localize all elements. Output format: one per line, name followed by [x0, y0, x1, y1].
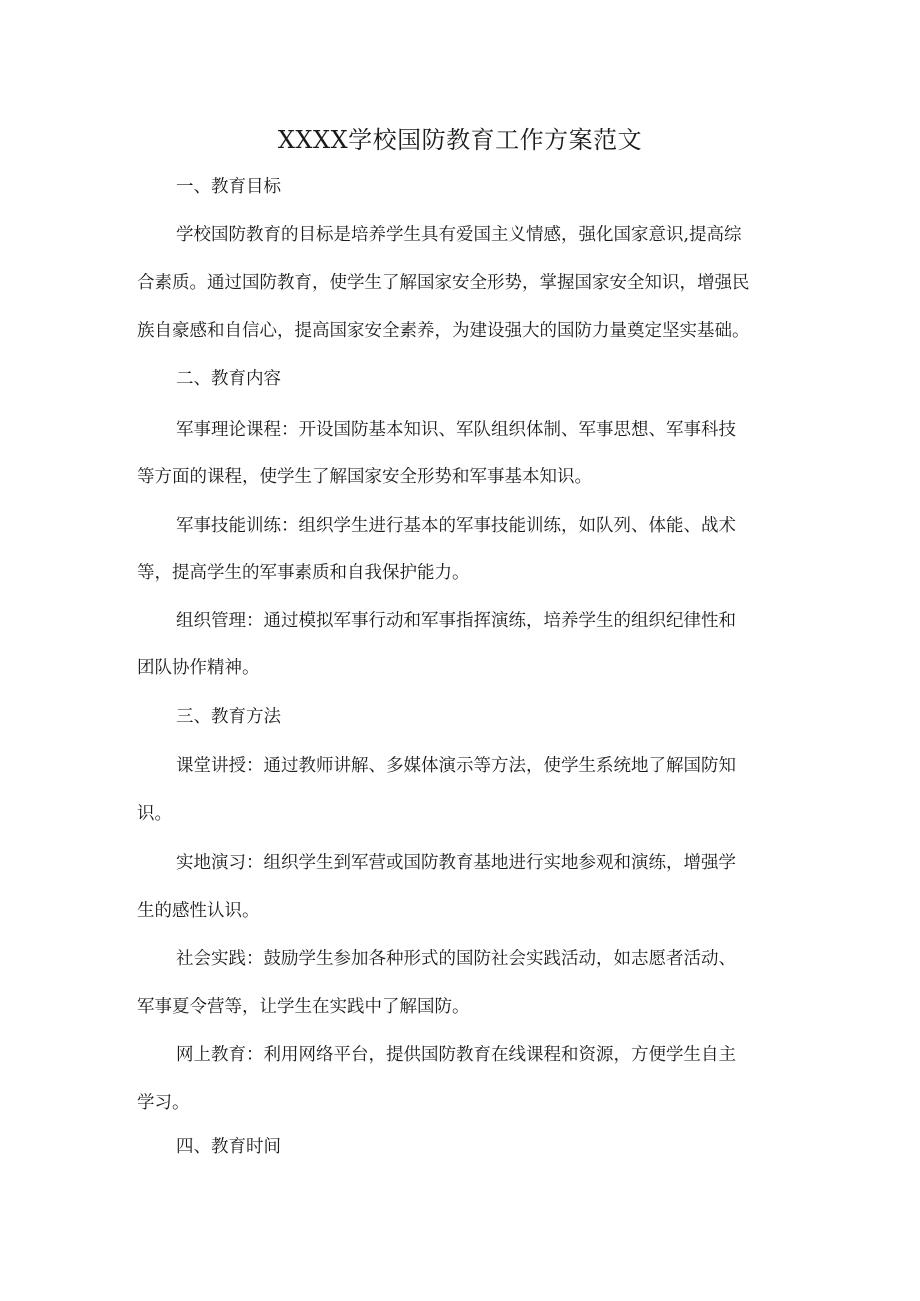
document-title: XXXX学校国防教育工作方案范文 — [277, 126, 643, 154]
paragraph-line: 军事夏令营等，让学生在实践中了解国防。 — [137, 997, 470, 1017]
paragraph-line: 族自豪感和自信心，提高国家安全素养，为建设强大的国防力量奠定坚实基础。 — [137, 321, 750, 341]
paragraph-line: 等，提高学生的军事素质和自我保护能力。 — [137, 563, 470, 583]
section-heading-methods: 三、教育方法 — [176, 707, 281, 727]
paragraph-line: 组织管理：通过模拟军事行动和军事指挥演练，培养学生的组织纪律性和 — [176, 611, 736, 631]
paragraph-line: 学习。 — [137, 1093, 190, 1113]
paragraph-line: 团队协作精神。 — [137, 658, 260, 678]
paragraph-line: 军事理论课程：开设国防基本知识、军队组织体制、军事思想、军事科技 — [176, 420, 736, 440]
paragraph-line: 生的感性认识。 — [137, 901, 260, 921]
paragraph-line: 合素质。通过国防教育，使学生了解国家安全形势，掌握国家安全知识，增强民 — [137, 273, 750, 293]
paragraph-line: 课堂讲授：通过教师讲解、多媒体演示等方法，使学生系统地了解国防知 — [176, 756, 736, 776]
paragraph-line: 网上教育：利用网络平台，提供国防教育在线课程和资源，方便学生自主 — [176, 1045, 736, 1065]
section-heading-objectives: 一、教育目标 — [176, 177, 281, 197]
paragraph-line: 军事技能训练：组织学生进行基本的军事技能训练，如队列、体能、战术 — [176, 516, 736, 536]
paragraph-line: 等方面的课程，使学生了解国家安全形势和军事基本知识。 — [137, 467, 592, 487]
paragraph-line: 识。 — [137, 804, 172, 824]
paragraph-line: 实地演习：组织学生到军营或国防教育基地进行实地参观和演练，增强学 — [176, 853, 736, 873]
section-heading-content: 二、教育内容 — [176, 369, 281, 389]
paragraph-line: 学校国防教育的目标是培养学生具有爱国主义情感，强化国家意识,提高综 — [176, 225, 742, 245]
section-heading-schedule: 四、教育时间 — [176, 1137, 281, 1157]
paragraph-line: 社会实践：鼓励学生参加各种形式的国防社会实践活动，如志愿者活动、 — [176, 949, 736, 969]
